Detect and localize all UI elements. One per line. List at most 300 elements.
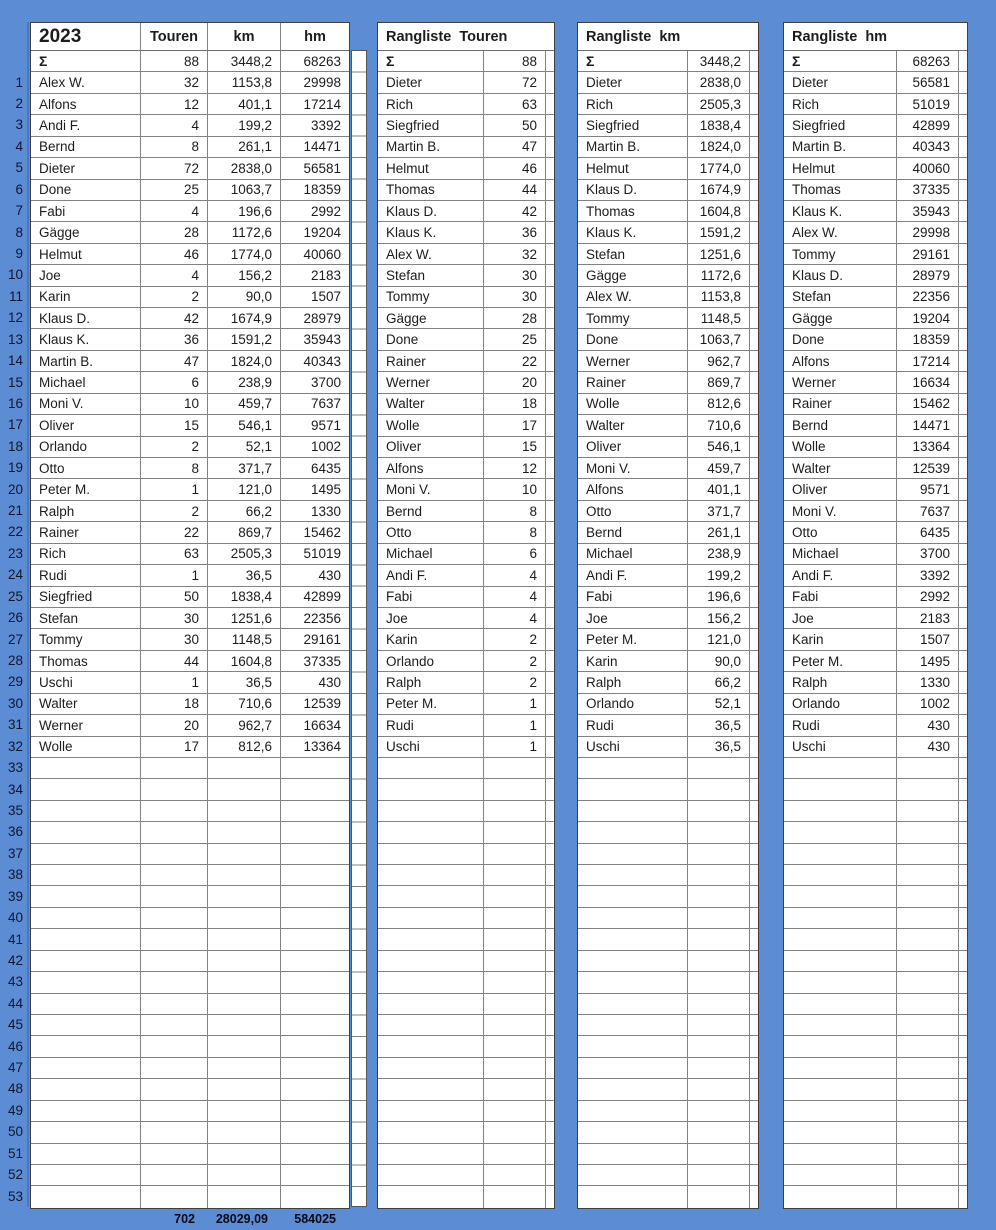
name-cell[interactable]: Alex W. [31, 72, 141, 92]
name-cell[interactable]: Rudi [31, 565, 141, 585]
hm-cell[interactable]: 51019 [303, 546, 341, 562]
ranking-name-cell[interactable]: Martin B. [378, 137, 484, 157]
ranking-name-cell[interactable]: Martin B. [578, 137, 688, 157]
empty-value-cell[interactable] [688, 1036, 750, 1056]
empty-value-cell[interactable] [484, 865, 546, 885]
empty-hm-cell[interactable] [281, 1079, 349, 1099]
ranking-name-cell[interactable]: Rich [378, 94, 484, 114]
empty-name-cell[interactable] [578, 908, 688, 928]
row-number[interactable]: 11 [8, 288, 23, 304]
name-cell[interactable]: Tommy [31, 629, 141, 649]
hm-cell[interactable]: 29998 [303, 75, 341, 91]
ranking-value-cell[interactable]: 1 [484, 694, 546, 714]
empty-name-cell[interactable] [378, 1079, 484, 1099]
empty-hm-cell[interactable] [281, 1122, 349, 1142]
ranking-value-cell[interactable]: 6 [484, 544, 546, 564]
empty-value-cell[interactable] [688, 908, 750, 928]
empty-value-cell[interactable] [688, 822, 750, 842]
empty-name-cell[interactable] [31, 865, 141, 885]
empty-value-cell[interactable] [688, 1122, 750, 1142]
empty-name-cell[interactable] [31, 1144, 141, 1164]
ranking-value-cell[interactable]: 962,7 [688, 351, 750, 371]
row-number[interactable]: 32 [7, 738, 23, 754]
touren-cell[interactable]: 63 [141, 544, 208, 564]
empty-value-cell[interactable] [897, 886, 959, 906]
row-number[interactable]: 5 [15, 160, 23, 176]
ranking-value-cell[interactable]: 36,5 [688, 715, 750, 735]
km-cell[interactable]: 238,9 [208, 372, 281, 392]
ranking-value-cell[interactable]: 40343 [897, 137, 959, 157]
ranking-value-cell[interactable]: 44 [484, 180, 546, 200]
ranking-value-cell[interactable]: 869,7 [688, 372, 750, 392]
ranking-value-cell[interactable]: 90,0 [688, 651, 750, 671]
empty-touren-cell[interactable] [141, 994, 208, 1014]
ranking-value-cell[interactable]: 28 [484, 308, 546, 328]
empty-value-cell[interactable] [897, 1015, 959, 1035]
empty-name-cell[interactable] [578, 1036, 688, 1056]
empty-name-cell[interactable] [784, 951, 897, 971]
name-cell[interactable]: Oliver [31, 415, 141, 435]
empty-value-cell[interactable] [484, 994, 546, 1014]
hm-cell[interactable]: 1507 [310, 289, 341, 305]
ranking-value-cell[interactable]: 1674,9 [688, 180, 750, 200]
ranking-name-cell[interactable]: Rudi [578, 715, 688, 735]
hm-cell[interactable]: 7637 [310, 396, 341, 412]
name-cell[interactable]: Klaus K. [31, 329, 141, 349]
ranking-value-cell[interactable]: 199,2 [688, 565, 750, 585]
empty-hm-cell[interactable] [281, 1186, 349, 1207]
km-cell[interactable]: 1838,4 [208, 587, 281, 607]
empty-value-cell[interactable] [484, 929, 546, 949]
ranking-name-cell[interactable]: Fabi [378, 587, 484, 607]
ranking-value-cell[interactable]: 32 [484, 244, 546, 264]
empty-value-cell[interactable] [688, 994, 750, 1014]
ranking-name-cell[interactable]: Klaus D. [784, 265, 897, 285]
empty-value-cell[interactable] [897, 758, 959, 778]
total-km[interactable]: 28029,09 [215, 1211, 268, 1226]
row-number[interactable]: 9 [15, 246, 23, 261]
ranking-value-cell[interactable]: 18359 [897, 329, 959, 349]
ranking-value-cell[interactable]: 238,9 [688, 544, 750, 564]
empty-name-cell[interactable] [378, 1101, 484, 1121]
empty-value-cell[interactable] [897, 801, 959, 821]
touren-cell[interactable]: 47 [141, 351, 208, 371]
empty-name-cell[interactable] [378, 1165, 484, 1185]
row-number[interactable]: 50 [7, 1124, 23, 1140]
km-cell[interactable]: 156,2 [208, 265, 281, 285]
ranking-value-cell[interactable]: 2 [484, 629, 546, 649]
ranking-value-cell[interactable]: 14471 [897, 415, 959, 435]
km-cell[interactable]: 36,5 [208, 565, 281, 585]
ranking-name-cell[interactable]: Klaus K. [378, 222, 484, 242]
total-touren[interactable]: 702 [174, 1211, 195, 1226]
touren-cell[interactable]: 2 [141, 437, 208, 457]
empty-name-cell[interactable] [31, 1058, 141, 1078]
row-number[interactable]: 8 [15, 224, 23, 240]
touren-cell[interactable]: 20 [141, 715, 208, 735]
touren-cell[interactable]: 2 [141, 287, 208, 307]
empty-name-cell[interactable] [378, 972, 484, 992]
empty-touren-cell[interactable] [141, 1036, 208, 1056]
empty-value-cell[interactable] [484, 1186, 546, 1207]
ranking-name-cell[interactable]: Helmut [578, 158, 688, 178]
empty-name-cell[interactable] [578, 865, 688, 885]
hm-cell[interactable]: 1495 [310, 482, 341, 498]
name-cell[interactable]: Klaus D. [31, 308, 141, 328]
empty-touren-cell[interactable] [141, 1101, 208, 1121]
empty-value-cell[interactable] [484, 908, 546, 928]
ranking-name-cell[interactable]: Helmut [378, 158, 484, 178]
ranking-name-cell[interactable]: Joe [784, 608, 897, 628]
name-cell[interactable]: Orlando [31, 437, 141, 457]
row-number[interactable]: 29 [7, 674, 23, 690]
sum-label-cell[interactable]: Σ [578, 51, 688, 71]
column-header-touren[interactable]: Touren [141, 23, 208, 50]
empty-value-cell[interactable] [897, 929, 959, 949]
km-cell[interactable]: 1148,5 [208, 629, 281, 649]
ranking-name-cell[interactable]: Ralph [378, 672, 484, 692]
empty-name-cell[interactable] [378, 779, 484, 799]
empty-value-cell[interactable] [897, 865, 959, 885]
ranking-value-cell[interactable]: 13364 [897, 437, 959, 457]
empty-hm-cell[interactable] [281, 1144, 349, 1164]
km-cell[interactable]: 66,2 [208, 501, 281, 521]
empty-value-cell[interactable] [897, 844, 959, 864]
ranking-value-cell[interactable]: 46 [484, 158, 546, 178]
ranking-name-cell[interactable]: Wolle [784, 437, 897, 457]
touren-cell[interactable]: 8 [141, 137, 208, 157]
ranking-name-cell[interactable]: Bernd [378, 501, 484, 521]
empty-value-cell[interactable] [484, 886, 546, 906]
row-number[interactable]: 34 [7, 781, 23, 797]
empty-name-cell[interactable] [31, 844, 141, 864]
empty-value-cell[interactable] [688, 1101, 750, 1121]
hm-cell[interactable]: 2992 [310, 203, 341, 219]
ranking-value-cell[interactable]: 47 [484, 137, 546, 157]
empty-name-cell[interactable] [578, 779, 688, 799]
empty-name-cell[interactable] [578, 1015, 688, 1035]
ranking-name-cell[interactable]: Walter [784, 458, 897, 478]
ranking-value-cell[interactable]: 37335 [897, 180, 959, 200]
empty-name-cell[interactable] [784, 929, 897, 949]
name-cell[interactable]: Uschi [31, 672, 141, 692]
ranking-value-cell[interactable]: 1251,6 [688, 244, 750, 264]
empty-value-cell[interactable] [688, 972, 750, 992]
ranking-value-cell[interactable]: 459,7 [688, 458, 750, 478]
ranking-value-cell[interactable]: 1172,6 [688, 265, 750, 285]
ranking-value-cell[interactable]: 1 [484, 737, 546, 757]
empty-name-cell[interactable] [31, 779, 141, 799]
ranking-name-cell[interactable]: Done [578, 329, 688, 349]
ranking-name-cell[interactable]: Michael [378, 544, 484, 564]
empty-value-cell[interactable] [688, 1058, 750, 1078]
empty-name-cell[interactable] [784, 886, 897, 906]
ranking-name-cell[interactable]: Oliver [378, 437, 484, 457]
ranking-value-cell[interactable]: 1838,4 [688, 115, 750, 135]
empty-hm-cell[interactable] [281, 865, 349, 885]
row-number[interactable]: 30 [7, 695, 23, 711]
empty-value-cell[interactable] [484, 1144, 546, 1164]
empty-touren-cell[interactable] [141, 865, 208, 885]
empty-hm-cell[interactable] [281, 844, 349, 864]
touren-cell[interactable]: 30 [141, 608, 208, 628]
empty-name-cell[interactable] [31, 822, 141, 842]
ranking-name-cell[interactable]: Orlando [784, 694, 897, 714]
empty-name-cell[interactable] [784, 1101, 897, 1121]
empty-km-cell[interactable] [208, 1144, 281, 1164]
row-number[interactable]: 6 [15, 181, 23, 197]
ranking-value-cell[interactable]: 20 [484, 372, 546, 392]
empty-name-cell[interactable] [578, 822, 688, 842]
touren-cell[interactable]: 8 [141, 458, 208, 478]
touren-cell[interactable]: 28 [141, 222, 208, 242]
empty-name-cell[interactable] [578, 951, 688, 971]
empty-name-cell[interactable] [378, 1144, 484, 1164]
row-number[interactable]: 18 [7, 438, 23, 454]
ranking-value-cell[interactable]: 42899 [897, 115, 959, 135]
row-number[interactable]: 10 [7, 267, 23, 283]
ranking-value-cell[interactable]: 17214 [897, 351, 959, 371]
ranking-name-cell[interactable]: Dieter [578, 72, 688, 92]
ranking-value-cell[interactable]: 4 [484, 565, 546, 585]
ranking-value-cell[interactable]: 156,2 [688, 608, 750, 628]
empty-hm-cell[interactable] [281, 1036, 349, 1056]
ranking-name-cell[interactable]: Karin [578, 651, 688, 671]
ranking-value-cell[interactable]: 17 [484, 415, 546, 435]
empty-name-cell[interactable] [378, 1122, 484, 1142]
ranking-value-cell[interactable]: 8 [484, 501, 546, 521]
ranking-name-cell[interactable]: Orlando [378, 651, 484, 671]
row-number[interactable]: 42 [7, 952, 23, 968]
empty-touren-cell[interactable] [141, 1058, 208, 1078]
ranking-name-cell[interactable]: Alfons [578, 479, 688, 499]
row-number[interactable]: 4 [15, 138, 23, 154]
row-number[interactable]: 12 [7, 310, 23, 326]
ranking-value-cell[interactable]: 2838,0 [688, 72, 750, 92]
empty-km-cell[interactable] [208, 994, 281, 1014]
ranking-name-cell[interactable]: Alfons [378, 458, 484, 478]
ranking-value-cell[interactable]: 10 [484, 479, 546, 499]
empty-name-cell[interactable] [578, 929, 688, 949]
ranking-value-cell[interactable]: 12 [484, 458, 546, 478]
empty-value-cell[interactable] [897, 1122, 959, 1142]
ranking-value-cell[interactable]: 12539 [897, 458, 959, 478]
hm-cell[interactable]: 35943 [303, 332, 341, 348]
row-number[interactable]: 35 [7, 802, 23, 818]
touren-cell[interactable]: 1 [141, 672, 208, 692]
ranking-value-cell[interactable]: 30 [484, 287, 546, 307]
km-cell[interactable]: 2505,3 [208, 544, 281, 564]
empty-value-cell[interactable] [897, 1144, 959, 1164]
ranking-value-cell[interactable]: 40060 [897, 158, 959, 178]
empty-name-cell[interactable] [31, 1122, 141, 1142]
empty-km-cell[interactable] [208, 822, 281, 842]
km-cell[interactable]: 121,0 [208, 479, 281, 499]
ranking-name-cell[interactable]: Rich [578, 94, 688, 114]
ranking-value-cell[interactable]: 29998 [897, 222, 959, 242]
row-number[interactable]: 52 [7, 1167, 23, 1183]
name-cell[interactable]: Werner [31, 715, 141, 735]
sum-label-cell[interactable]: Σ [784, 51, 897, 71]
empty-hm-cell[interactable] [281, 994, 349, 1014]
empty-value-cell[interactable] [484, 1036, 546, 1056]
ranking-name-cell[interactable]: Gägge [784, 308, 897, 328]
km-cell[interactable]: 2838,0 [208, 158, 281, 178]
ranking-value-cell[interactable]: 1330 [897, 672, 959, 692]
empty-name-cell[interactable] [578, 801, 688, 821]
ranking-value-cell[interactable]: 52,1 [688, 694, 750, 714]
ranking-value-cell[interactable]: 1002 [897, 694, 959, 714]
ranking-value-cell[interactable]: 196,6 [688, 587, 750, 607]
ranking-value-cell[interactable]: 30 [484, 265, 546, 285]
empty-km-cell[interactable] [208, 1058, 281, 1078]
ranking-name-cell[interactable]: Siegfried [578, 115, 688, 135]
empty-name-cell[interactable] [378, 822, 484, 842]
empty-name-cell[interactable] [784, 822, 897, 842]
name-cell[interactable]: Rainer [31, 522, 141, 542]
km-cell[interactable]: 371,7 [208, 458, 281, 478]
hm-cell[interactable]: 430 [318, 567, 341, 583]
row-number[interactable]: 49 [7, 1102, 23, 1118]
ranking-value-cell[interactable]: 371,7 [688, 501, 750, 521]
empty-hm-cell[interactable] [281, 886, 349, 906]
ranking-name-cell[interactable]: Rudi [378, 715, 484, 735]
empty-name-cell[interactable] [31, 1036, 141, 1056]
ranking-name-cell[interactable]: Done [784, 329, 897, 349]
empty-name-cell[interactable] [378, 994, 484, 1014]
row-number[interactable]: 41 [7, 931, 23, 947]
row-number[interactable]: 39 [7, 888, 23, 904]
name-cell[interactable]: Alfons [31, 94, 141, 114]
empty-km-cell[interactable] [208, 801, 281, 821]
empty-value-cell[interactable] [897, 908, 959, 928]
empty-value-cell[interactable] [897, 1186, 959, 1207]
row-number[interactable]: 21 [7, 503, 23, 519]
ranking-name-cell[interactable]: Oliver [578, 437, 688, 457]
ranking-name-cell[interactable]: Stefan [784, 287, 897, 307]
km-cell[interactable]: 52,1 [208, 437, 281, 457]
ranking-name-cell[interactable]: Uschi [378, 737, 484, 757]
ranking-name-cell[interactable]: Walter [378, 394, 484, 414]
empty-value-cell[interactable] [688, 929, 750, 949]
ranking-value-cell[interactable]: 121,0 [688, 629, 750, 649]
ranking-name-cell[interactable]: Tommy [784, 244, 897, 264]
ranking-name-cell[interactable]: Fabi [784, 587, 897, 607]
empty-name-cell[interactable] [378, 844, 484, 864]
empty-km-cell[interactable] [208, 1165, 281, 1185]
ranking-name-cell[interactable]: Gägge [378, 308, 484, 328]
empty-value-cell[interactable] [484, 972, 546, 992]
empty-name-cell[interactable] [784, 1036, 897, 1056]
empty-value-cell[interactable] [688, 844, 750, 864]
empty-touren-cell[interactable] [141, 1079, 208, 1099]
ranking-name-cell[interactable]: Siegfried [378, 115, 484, 135]
ranking-value-cell[interactable]: 9571 [897, 479, 959, 499]
empty-name-cell[interactable] [784, 908, 897, 928]
km-cell[interactable]: 1674,9 [208, 308, 281, 328]
ranking-value-cell[interactable]: 35943 [897, 201, 959, 221]
empty-touren-cell[interactable] [141, 779, 208, 799]
touren-cell[interactable]: 44 [141, 651, 208, 671]
sum-value-cell[interactable]: 88 [484, 51, 546, 71]
ranking-value-cell[interactable]: 1774,0 [688, 158, 750, 178]
ranking-name-cell[interactable]: Klaus K. [578, 222, 688, 242]
ranking-name-cell[interactable]: Moni V. [578, 458, 688, 478]
km-cell[interactable]: 1824,0 [208, 351, 281, 371]
touren-cell[interactable]: 36 [141, 329, 208, 349]
name-cell[interactable]: Bernd [31, 137, 141, 157]
empty-name-cell[interactable] [378, 908, 484, 928]
ranking-name-cell[interactable]: Helmut [784, 158, 897, 178]
empty-value-cell[interactable] [688, 1015, 750, 1035]
ranking-value-cell[interactable]: 1507 [897, 629, 959, 649]
ranking-name-cell[interactable]: Werner [784, 372, 897, 392]
empty-km-cell[interactable] [208, 779, 281, 799]
ranking-name-cell[interactable]: Siegfried [784, 115, 897, 135]
row-number[interactable]: 37 [7, 845, 23, 861]
name-cell[interactable]: Helmut [31, 244, 141, 264]
row-number[interactable]: 44 [7, 995, 23, 1011]
hm-cell[interactable]: 17214 [303, 96, 341, 112]
row-number[interactable]: 13 [7, 331, 23, 347]
hm-cell[interactable]: 12539 [303, 696, 341, 712]
empty-km-cell[interactable] [208, 844, 281, 864]
row-number[interactable]: 51 [7, 1145, 23, 1161]
empty-km-cell[interactable] [208, 1036, 281, 1056]
row-number[interactable]: 46 [7, 1038, 23, 1054]
km-cell[interactable]: 1063,7 [208, 180, 281, 200]
empty-name-cell[interactable] [31, 972, 141, 992]
touren-cell[interactable]: 72 [141, 158, 208, 178]
ranking-value-cell[interactable]: 1604,8 [688, 201, 750, 221]
empty-value-cell[interactable] [484, 779, 546, 799]
name-cell[interactable]: Siegfried [31, 587, 141, 607]
ranking-value-cell[interactable]: 16634 [897, 372, 959, 392]
ranking-name-cell[interactable]: Peter M. [784, 651, 897, 671]
ranking-title-touren[interactable]: Rangliste Touren [386, 28, 508, 45]
ranking-name-cell[interactable]: Ralph [578, 672, 688, 692]
ranking-value-cell[interactable]: 2505,3 [688, 94, 750, 114]
empty-value-cell[interactable] [484, 1058, 546, 1078]
sum-label-cell[interactable]: Σ [378, 51, 484, 71]
name-cell[interactable]: Gägge [31, 222, 141, 242]
row-number[interactable]: 16 [7, 395, 23, 411]
empty-name-cell[interactable] [784, 779, 897, 799]
hm-cell[interactable]: 1330 [310, 503, 341, 519]
row-number[interactable]: 20 [7, 481, 23, 497]
empty-value-cell[interactable] [688, 1186, 750, 1207]
row-number[interactable]: 31 [7, 717, 23, 733]
name-cell[interactable]: Andi F. [31, 115, 141, 135]
ranking-name-cell[interactable]: Werner [378, 372, 484, 392]
hm-cell[interactable]: 9571 [310, 417, 341, 433]
empty-value-cell[interactable] [484, 1015, 546, 1035]
ranking-name-cell[interactable]: Otto [784, 522, 897, 542]
empty-hm-cell[interactable] [281, 972, 349, 992]
ranking-name-cell[interactable]: Andi F. [784, 565, 897, 585]
empty-name-cell[interactable] [784, 994, 897, 1014]
ranking-value-cell[interactable]: 72 [484, 72, 546, 92]
column-header-km[interactable]: km [208, 23, 281, 50]
sum-touren-cell[interactable]: 88 [141, 51, 208, 71]
ranking-name-cell[interactable]: Karin [378, 629, 484, 649]
empty-name-cell[interactable] [378, 929, 484, 949]
empty-name-cell[interactable] [578, 886, 688, 906]
empty-touren-cell[interactable] [141, 844, 208, 864]
empty-value-cell[interactable] [484, 801, 546, 821]
name-cell[interactable]: Fabi [31, 201, 141, 221]
ranking-value-cell[interactable]: 261,1 [688, 522, 750, 542]
